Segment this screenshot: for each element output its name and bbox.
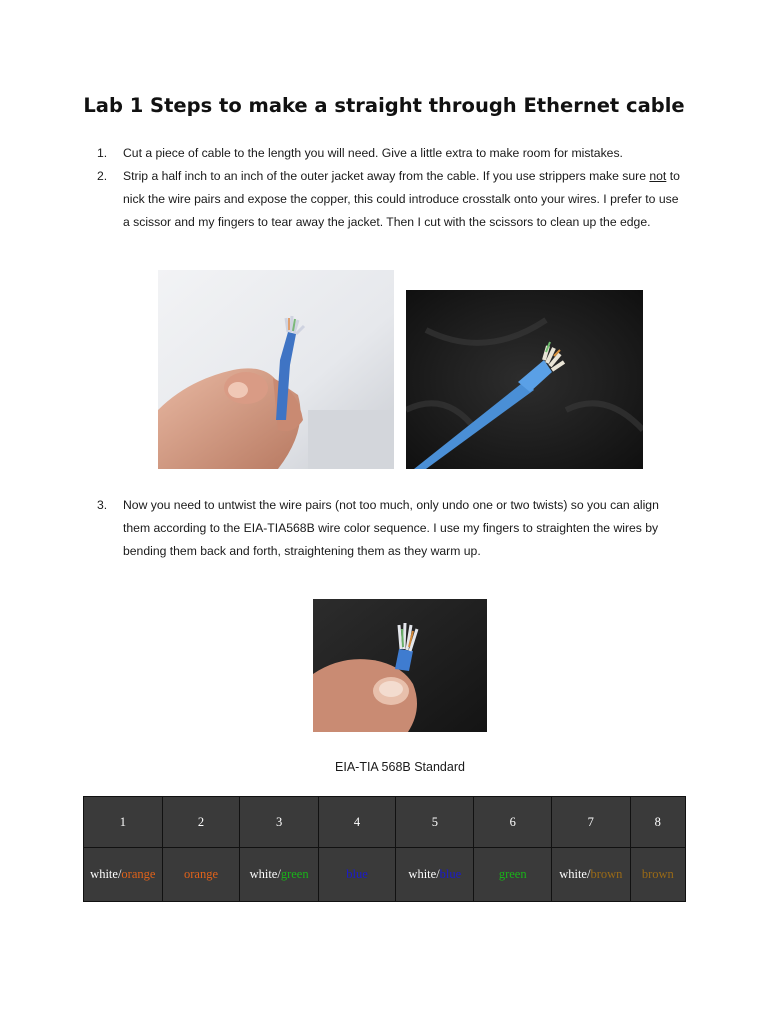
pin-number-row — [84, 797, 686, 848]
wire-color-name: orange — [121, 867, 156, 881]
wire-color-cell — [84, 848, 163, 902]
document-title: Lab 1 Steps to make a straight through Ethernet cable — [83, 94, 685, 117]
step-number: 3. — [97, 498, 108, 512]
wire-color-name: orange — [183, 867, 218, 881]
white-prefix: white/ — [90, 867, 122, 881]
step-number: 2. — [97, 169, 108, 183]
pin-number-cell: 2 — [162, 797, 240, 848]
step-text-part: Strip a half inch to an inch of the outer jacket away from the cable. If you use strippers make sure — [123, 169, 650, 183]
step-text: Now you need to untwist the wire pairs (not too much, only undo one or two twists) so you can align them according to the EIA-TIA568B wire color sequence. I use my fingers to straighten the wires by bending them back and forth, straightening them as they warm up. — [123, 498, 659, 558]
step-number: 1. — [97, 146, 108, 160]
wire-color-cell — [318, 848, 395, 902]
pin-number-cell: 5 — [396, 797, 474, 848]
step-3 — [97, 494, 687, 563]
step-text-part: to nick the wire pairs and expose the copper, this could introduce crosstalk onto your wires. I prefer to use a scissor and my fingers to tear away the jacket. Then I cut with the scissors to clean up the edge. — [123, 169, 680, 229]
pin-number-cell: 4 — [318, 797, 395, 848]
pin-number-cell: 7 — [552, 797, 631, 848]
wire-color-table — [83, 796, 686, 902]
step-2 — [97, 165, 687, 234]
wire-color-name: brown — [590, 867, 623, 881]
white-prefix: white/ — [559, 867, 591, 881]
cable-stripped-photo — [158, 270, 394, 469]
steps-list-top — [97, 142, 687, 234]
wire-color-name: blue — [439, 867, 462, 881]
wire-color-row — [84, 848, 686, 902]
cable-untwisted-photo — [313, 599, 487, 732]
wire-color-cell — [552, 848, 631, 902]
wire-color-cell — [162, 848, 240, 902]
wire-color-name: blue — [346, 867, 368, 881]
pin-number-cell: 1 — [84, 797, 163, 848]
wire-color-cell — [396, 848, 474, 902]
pin-number-cell: 3 — [240, 797, 318, 848]
wire-color-cell — [474, 848, 552, 902]
white-prefix: white/ — [408, 867, 440, 881]
wire-color-name: green — [498, 867, 527, 881]
step-text — [123, 165, 687, 234]
wire-color-name: green — [280, 867, 309, 881]
cable-dark-background-photo — [406, 290, 643, 469]
steps-list-bottom — [97, 494, 687, 563]
step-text: Cut a piece of cable to the length you will need. Give a little extra to make room for mistakes. — [123, 146, 623, 160]
wire-color-cell — [630, 848, 685, 902]
step-1 — [97, 142, 687, 165]
pin-number-cell: 6 — [474, 797, 552, 848]
wire-color-cell — [240, 848, 318, 902]
table-caption: EIA-TIA 568B Standard — [335, 760, 465, 774]
wire-color-name: brown — [641, 867, 674, 881]
pin-number-cell: 8 — [630, 797, 685, 848]
underlined-word: not — [649, 169, 667, 183]
white-prefix: white/ — [249, 867, 281, 881]
